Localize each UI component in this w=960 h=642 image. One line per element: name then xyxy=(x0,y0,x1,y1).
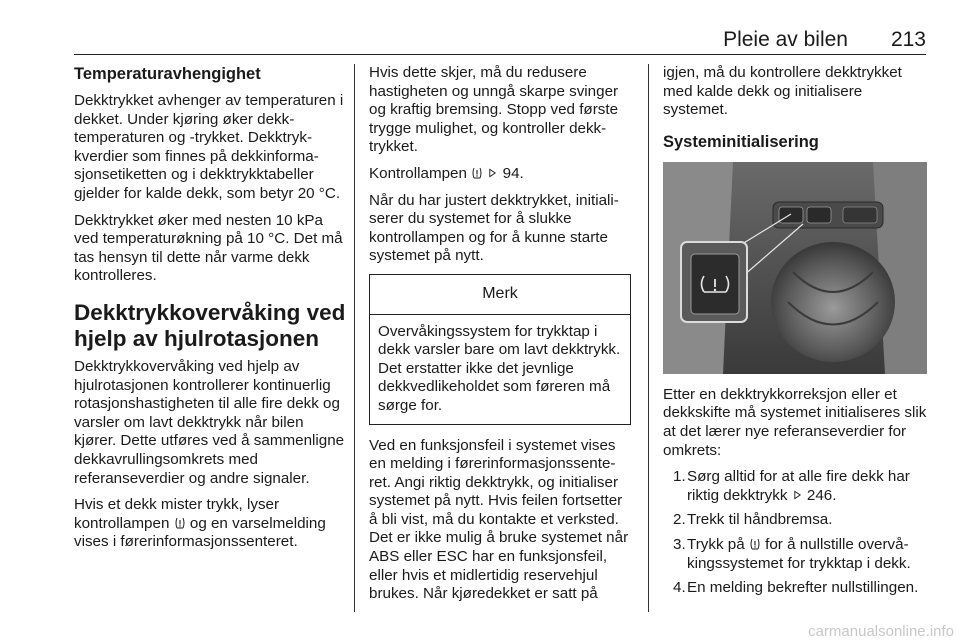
tire-pressure-warning-icon xyxy=(472,167,482,179)
page-header xyxy=(74,28,926,55)
paragraph-init-intro: Etter en dekktrykkorreksjon eller et dekkskifte må systemet initialiseres slik at det lærer nye referanseverdier for omkrets: xyxy=(663,385,927,459)
heading-temperature: Temperaturavhengighet xyxy=(74,65,261,83)
list-item: 2. Trekk til håndbremsa. xyxy=(673,511,833,529)
list-item: 1. Sørg alltid for at alle fire dekk har riktig dekktrykk 246. xyxy=(673,468,910,504)
paragraph-malfunction: Ved en funksjonsfeil i systemet vises en melding i førerinformasjonssenteret. Angi riktig dekktrykk, og initialiser systemet på nytt. Hvis feilen fortsetter å bli vist, må du kontakte et verksted. Det er ikke mulig å bruke systemet når ABS eller ESC har en funksjonsfeil, eller hvis et midlertidig reservehjul brukes. Når kjøredekket er satt på xyxy=(369,436,629,603)
column-middle xyxy=(369,64,631,612)
section-heading-tpms: Dekktrykkovervåking ved hjelp av hjulrotasjonen xyxy=(74,299,346,351)
console-illustration-svg xyxy=(663,162,927,374)
page-number: 213 xyxy=(890,28,926,51)
paragraph-reduce-speed: Hvis dette skjer, må du redusere hastigheten og unngå skarpe svinger og kraftig bremsing. Stopp ved første trygge mulighet, og kontroller dekktrykket. xyxy=(369,64,619,156)
column-right xyxy=(663,64,927,604)
paragraph-check-cold: igjen, må du kontrollere dekktrykket med kalde dekk og initialisere systemet. xyxy=(663,64,902,119)
tire-pressure-warning-icon xyxy=(750,538,760,550)
column-left xyxy=(74,64,346,560)
tire-pressure-warning-icon xyxy=(175,517,185,529)
paragraph-pressure-loss: Hvis et dekk mister trykk, lyser kontrollampen og en varselmelding vises i førerinformasjonssenteret. xyxy=(74,496,326,551)
paragraph-after-adjust: Når du har justert dekktrykket, initialiserer du systemet for å slukke kontrollampen og for å kunne starte systemet på nytt. xyxy=(369,191,619,265)
paragraph-tpms-description: Dekktrykkovervåking ved hjelp av hjulrotasjonen kontrollerer kontinuerlig rotasjonshastigheten til alle fire dekk og varsler om lavt dekktrykk når bilen kjører. Dette utføres ved å sammenligne dekkavrullingsomkrets med referanseverdier og andre signaler. xyxy=(74,357,345,487)
list-item: 3. Trykk på for å nullstille overvåkingssystemet for trykktap i dekk. xyxy=(673,535,911,572)
paragraph-temperature-1: Dekktrykket avhenger av temperaturen i dekket. Under kjøring øker dekktemperaturen og -trykket. Dekktrykkverdier som finnes på dekkinformasjonsetiketten og i dekktrykktabeller gjelder for kalde dekk, som betyr 20 °C. xyxy=(74,92,344,202)
console-illustration xyxy=(663,162,927,374)
paragraph-temperature-2: Dekktrykket øker med nesten 10 kPa ved temperaturøkning på 10 °C. Det må tas hensyn til dette når varme dekk kontrolleres. xyxy=(74,211,343,285)
heading-system-init: Systeminitialisering xyxy=(663,132,819,151)
watermark: carmanualsonline.info xyxy=(808,623,954,640)
list-item: 4. En melding bekrefter nullstillingen. xyxy=(673,579,919,597)
steps-list xyxy=(663,468,927,598)
column-divider xyxy=(354,64,355,612)
column-divider xyxy=(648,64,649,612)
paragraph-lamp-reference: Kontrollampen 94. xyxy=(369,164,524,182)
page-reference-arrow-icon xyxy=(488,167,497,179)
note-title: Merk xyxy=(370,275,630,315)
note-box xyxy=(369,274,631,425)
note-body: Overvåkingssystem for trykktap i dekk varsler bare om lavt dekktrykk. Det erstatter ikke det jevnlige dekkvedlikeholdet som føreren må sørge for. xyxy=(378,322,621,414)
page-reference-arrow-icon xyxy=(793,489,802,501)
chapter-title: Pleie av bilen xyxy=(723,28,848,51)
